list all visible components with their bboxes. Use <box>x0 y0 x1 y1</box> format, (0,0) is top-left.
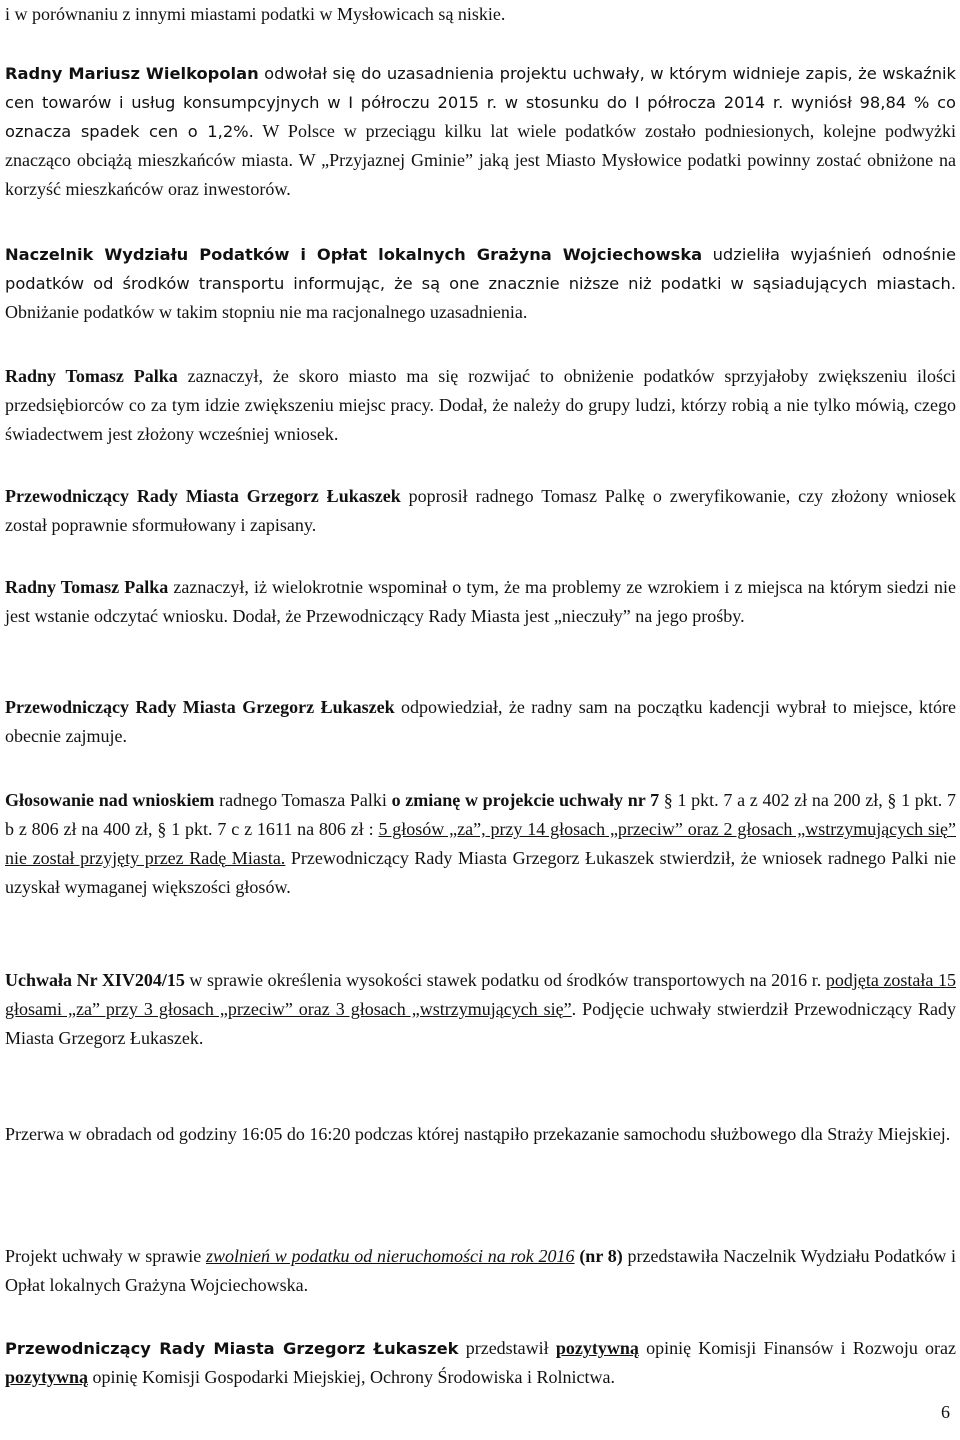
text: zaznaczył, iż wielokrotnie wspominał o tym, że ma problemy ze wzrokiem i z miejsca na którym siedzi nie jest wstanie odczytać wniosku. Dodał, że Przewodniczący Rady Miasta jest „nieczuły” na jego prośby. <box>5 577 957 626</box>
speaker-name: Radny Tomasz Palka <box>5 577 169 597</box>
text: W „Przyjaznej Gminie” jaką jest Miasto Mysłowice podatki powinny zostać obniżone na korzyść mieszkańców oraz inwestorów. <box>5 150 957 199</box>
paragraph-projekt <box>5 1242 956 1300</box>
text: i w porównaniu z innymi miastami podatki w Mysłowicach są niskie. <box>5 4 506 24</box>
text: Przerwa w obradach od godziny 16:05 do 16:20 podczas której nastąpiło przekazanie samochodu służbowego dla Straży Miejskiej. <box>5 1124 951 1144</box>
text: zaznaczył, że skoro miasto ma się rozwijać to obniżenie podatków sprzyjałoby zwiększeniu ilości przedsiębiorców co za tym idzie zwiększeniu miejsc pracy. <box>5 366 957 415</box>
bold-text: Uchwała Nr XIV204/15 <box>5 970 185 990</box>
paragraph-lukaszek-3 <box>5 1334 956 1392</box>
text: wyniósł 98,84 % co oznacza spadek cen o 1,2%. <box>5 93 956 141</box>
speaker-name: Radny Tomasz Palka <box>5 366 178 386</box>
paragraph-przerwa <box>5 1120 956 1149</box>
underlined-text: podjęta została 15 głosami „za” przy 3 głosach „przeciw” oraz 3 głosach „wstrzymujących się” <box>5 970 956 1019</box>
paragraph-palka-1 <box>5 362 956 449</box>
text: odpowiedział, że radny sam na początku kadencji wybrał to miejsce, które obecnie zajmuje. <box>5 697 956 746</box>
text: udzieliła wyjaśnień odnośnie podatków od środków transportu informując, że są one znacznie niższe niż podatki w sąsiadujących miastach. <box>5 245 956 293</box>
text: opinię Komisji Finansów i Rozwoju oraz <box>638 1338 956 1358</box>
paragraph-lukaszek-1 <box>5 482 956 540</box>
speaker-name: Przewodniczący Rady Miasta Grzegorz Łukaszek <box>5 1339 459 1358</box>
bold-text: (nr 8) <box>574 1246 623 1266</box>
text: Projekt uchwały w sprawie <box>5 1246 206 1266</box>
text: Przewodniczący Rady Miasta Grzegorz Łukaszek stwierdził, że wniosek radnego Palki nie uzyskał wymaganej większości głosów. <box>5 848 956 897</box>
text: w sprawie określenia wysokości stawek podatku od środków transportowych na 2016 r. <box>184 970 826 990</box>
paragraph-lukaszek-2 <box>5 693 956 751</box>
paragraph-continuation <box>5 0 956 29</box>
text: Dodał, że należy do grupy ludzi, którzy robią a nie tylko mówią, czego świadectwem jest złożony wcześniej wniosek. <box>5 395 956 444</box>
speaker-name: Naczelnik Wydziału Podatków i Opłat lokalnych Grażyna Wojciechowska <box>5 245 703 264</box>
paragraph-wielkopolan <box>5 59 956 204</box>
bold-text: Głosowanie nad wnioskiem <box>5 790 215 810</box>
paragraph-palka-2 <box>5 573 956 631</box>
paragraph-naczelnik <box>5 240 956 327</box>
text: W Polsce w przeciągu kilku lat wiele podatków zostało podniesionych, kolejne podwyżki znacząco obciążą mieszkańców miasta. <box>5 121 957 170</box>
text: poprosił radnego Tomasz Palkę o zweryfikowanie, czy złożony wniosek został poprawnie sformułowany i zapisany. <box>5 486 957 535</box>
speaker-name: Przewodniczący Rady Miasta Grzegorz Łukaszek <box>5 486 401 506</box>
underlined-text: 5 głosów „za”, przy 14 głosach „przeciw” oraz 2 głosach „wstrzymujących się” nie został przyjęty przez Radę Miasta. <box>5 819 956 868</box>
bold-underlined-text: pozytywną <box>555 1338 639 1358</box>
speaker-name: Radny Mariusz Wielkopolan <box>5 64 259 83</box>
speaker-name: Przewodniczący Rady Miasta Grzegorz Łukaszek <box>5 697 395 717</box>
text: Obniżanie podatków w takim stopniu nie ma racjonalnego uzasadnienia. <box>5 302 528 322</box>
text: przedstawiła Naczelnik Wydziału Podatków i Opłat lokalnych Grażyna Wojciechowska. <box>5 1246 956 1295</box>
text: § 1 pkt. 7 a z 402 zł na 200 zł, § 1 pkt. 7 b z 806 zł na 400 zł, § 1 pkt. 7 c z 1611 na 806 zł : <box>5 790 956 839</box>
text: opinię Komisji Gospodarki Miejskiej, Ochrony Środowiska i Rolnictwa. <box>88 1367 615 1387</box>
text: odwołał się do uzasadnienia projektu uchwały, w którym widnieje zapis, że wskaźnik cen towarów i usług konsumpcyjnych w I półroczu 2015 r. w stosunku do I półrocza 2014 r. <box>5 64 956 112</box>
page-number: 6 <box>941 1402 950 1422</box>
text: . Podjęcie uchwały stwierdził Przewodniczący Rady Miasta Grzegorz Łukaszek. <box>5 999 957 1048</box>
underlined-italic-text: zwolnień w podatku od nieruchomości na rok 2016 <box>205 1246 575 1266</box>
bold-text: o zmianę w projekcie uchwały nr 7 <box>391 790 660 810</box>
paragraph-uchwala <box>5 966 956 1053</box>
text: przedstawił <box>458 1338 556 1358</box>
text: radnego Tomasza Palki <box>214 790 392 810</box>
bold-underlined-text: pozytywną <box>5 1367 89 1387</box>
paragraph-glosowanie <box>5 786 956 902</box>
